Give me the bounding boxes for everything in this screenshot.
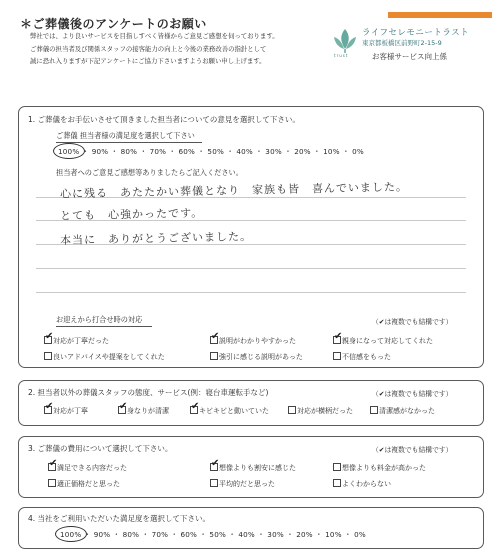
question-1-title: 1. ご葬儀をお手伝いさせて頂きました担当者についての意見を選択して下さい。 [28, 115, 300, 124]
checkbox-icon [333, 479, 341, 487]
checkbox-option[interactable]: ✔ 対応が丁寧 [45, 401, 88, 415]
tick-icon: ✔ [211, 458, 220, 469]
checkbox-icon [190, 401, 200, 414]
ruled-line [36, 268, 466, 269]
tick-icon: ✔ [45, 331, 54, 342]
selected-circle [55, 526, 87, 542]
checkbox-option[interactable]: ✔ 対応が丁寧だった [45, 331, 109, 345]
checkbox-icon [48, 479, 56, 487]
page-title: ＊ご葬儀後のアンケートのお願い [20, 17, 207, 31]
checkbox-option[interactable]: よくわからない [333, 479, 391, 489]
tick-icon: ✔ [49, 458, 58, 469]
checkbox-option[interactable]: ✔ 身なりが清潔 [119, 401, 169, 415]
checkbox-option[interactable]: ✔ 親身になって対応してくれた [334, 331, 433, 345]
intro-text: 弊社では、より良いサービスを目指しすべく皆様からご意見ご感想を伺っております。 ご葬儀の担当者及び関係スタッフの接客能力の向上と今後の業務改善の指針として 誠に恐れ入りますが下記アンケートにご協力下さいますようお願い申し上げます。 [30, 32, 279, 65]
department-name: お客様サービス向上係 [372, 52, 447, 61]
comment-label: 担当者へのご意見ご感想等ありましたらご記入ください。 [56, 168, 243, 177]
checkbox-option[interactable]: ✔ 想像よりも割安に感じた [211, 458, 296, 472]
handwritten-comment-line-1: 心に残る あたたかい葬儀となり 家族も皆 喜んでいました。 [59, 180, 409, 201]
checkbox-option[interactable]: 対応が横柄だった [288, 406, 353, 416]
logo-emblem-icon [330, 27, 360, 53]
checkbox-option[interactable]: 想像よりも料金が高かった [333, 463, 426, 473]
meeting-label: お迎えから打合せ時の対応 [56, 315, 143, 324]
multi-select-note: （✔は複数でも結構です） [372, 390, 453, 398]
company-address: 東京都板橋区前野町2-15-9 [362, 39, 442, 47]
satisfaction-scale[interactable]: 100% ・ 90% ・ 80% ・ 70% ・ 60% ・ 50% ・ 40% ・ 30% ・ 20% ・ 10% ・ 0% [58, 147, 364, 156]
multi-select-note: （✔は複数でも結構です） [372, 318, 453, 326]
checkbox-option[interactable]: 不信感をもった [333, 352, 391, 362]
checkbox-icon [118, 401, 128, 414]
multi-select-note: （✔は複数でも結構です） [372, 446, 453, 454]
tick-icon: ✔ [191, 401, 200, 412]
checkbox-icon [333, 331, 343, 344]
meeting-underline [56, 326, 152, 327]
checkbox-option[interactable]: 適正価格だと思った [48, 479, 120, 489]
checkbox-icon [333, 463, 341, 471]
checkbox-icon [370, 406, 378, 414]
company-name: ライフセレモニートラスト [362, 28, 470, 38]
tick-icon: ✔ [119, 401, 128, 412]
checkbox-icon [44, 331, 54, 344]
checkbox-icon [44, 352, 52, 360]
checkbox-icon [210, 352, 218, 360]
ruled-line [36, 292, 466, 293]
checkbox-option[interactable]: 清潔感がなかった [370, 406, 435, 416]
checkbox-option[interactable]: 強引に感じる説明があった [210, 352, 303, 362]
handwritten-comment-line-2: とても 心強かったです。 [59, 206, 204, 223]
satisfaction-label: ご葬儀 担当者様の満足度を選択して下さい [56, 131, 195, 140]
satisfaction-underline [56, 142, 202, 143]
checkbox-option[interactable]: 良いアドバイスや提案をしてくれた [44, 352, 165, 362]
tick-icon: ✔ [334, 331, 343, 342]
brand-bar [388, 12, 492, 18]
checkbox-icon [210, 479, 218, 487]
checkbox-option[interactable]: ✔ 満足できる内容だった [49, 458, 127, 472]
checkbox-option[interactable]: ✔ 説明がわかりやすかった [211, 331, 296, 345]
question-3-title: 3. ご葬儀の費用について選択して下さい。 [28, 444, 173, 453]
logo-wordmark: trust [334, 53, 349, 58]
tick-icon: ✔ [211, 331, 220, 342]
handwritten-comment-line-3: 本当に ありがとうございました。 [59, 229, 253, 248]
checkbox-icon [210, 458, 220, 471]
checkbox-icon [210, 331, 220, 344]
question-2-title: 2. 担当者以外の葬儀スタッフの態度、サービス(例：寝台車運転手など) [28, 388, 269, 397]
checkbox-icon [48, 458, 58, 471]
checkbox-icon [333, 352, 341, 360]
selected-circle [53, 143, 85, 159]
checkbox-icon [288, 406, 296, 414]
overall-satisfaction-scale[interactable]: 100% ・ 90% ・ 80% ・ 70% ・ 60% ・ 50% ・ 40% ・ 30% ・ 20% ・ 10% ・ 0% [60, 530, 366, 539]
question-4-title: 4. 当社をご利用いただいた満足度を選択して下さい。 [28, 514, 211, 523]
checkbox-icon [44, 401, 54, 414]
tick-icon: ✔ [45, 401, 54, 412]
checkbox-option[interactable]: 平均的だと思った [210, 479, 275, 489]
checkbox-option[interactable]: ✔ キビキビと動いていた [191, 401, 269, 415]
